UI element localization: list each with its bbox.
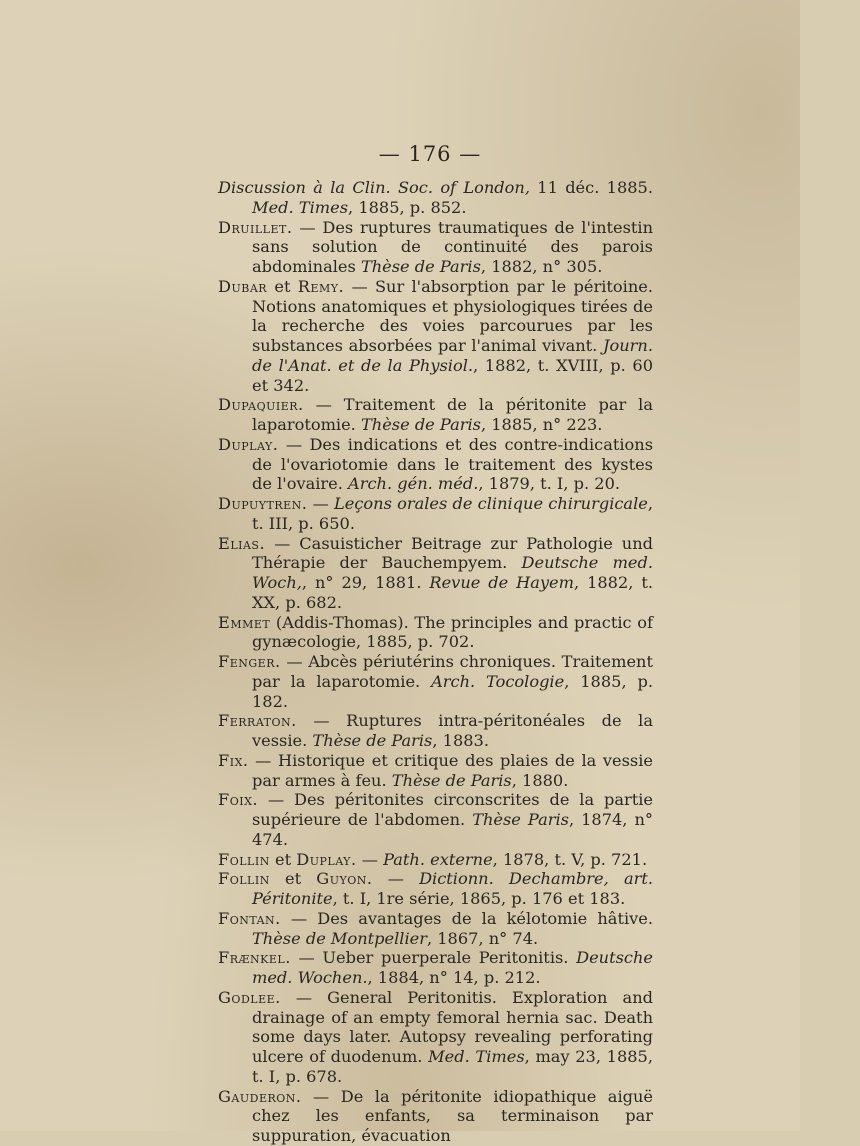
entry-text: , 1867, n° 74. xyxy=(426,928,539,948)
bibliography-entry xyxy=(218,1087,653,1146)
author-name: Duplay. xyxy=(296,849,357,869)
italic-title: Med. Times xyxy=(428,1047,525,1066)
italic-title: Thèse de Paris xyxy=(360,415,481,434)
author-name: Gauderon. xyxy=(218,1086,302,1106)
bibliography-entry xyxy=(218,751,653,791)
bibliography-entry xyxy=(218,948,653,988)
entry-text: , 1885, p. 852. xyxy=(348,197,467,217)
entry-text: , 1883. xyxy=(432,731,489,750)
author-name: Frænkel. xyxy=(218,948,291,968)
bibliography-entry xyxy=(218,277,653,396)
bibliography-entry xyxy=(218,790,653,849)
entry-text: — Des ruptures traumatiques de l'intestin sans solution de continuité des parois abdominales xyxy=(252,217,653,276)
entry-text: , 1880. xyxy=(511,770,569,790)
author-name: Fix. xyxy=(218,750,249,770)
entry-text: , t. I, 1re série, 1865, p. 176 et 183. xyxy=(332,889,626,908)
entry-text: , t. III, p. 650. xyxy=(252,494,653,533)
bibliography-entry xyxy=(218,534,653,613)
entry-text: — Abcès périutérins chroniques. Traitement par la laparotomie. xyxy=(252,652,653,691)
entry-text: (Addis-Thomas). The principles and practic of gynæcologie, 1885, p. 702. xyxy=(252,612,653,652)
bibliography-entry xyxy=(218,218,653,277)
entry-text: — Casuisticher Beitrage zur Pathologie und Thérapie der Bauchempyem. xyxy=(252,533,653,573)
italic-title: Thèse Paris xyxy=(472,810,569,829)
bibliography-entry xyxy=(218,178,653,218)
author-name: Dubar xyxy=(218,276,268,296)
entry-text: — Des indications et des contre-indications de l'ovariotomie dans le traitement des kystes de l'ovaire. xyxy=(252,434,653,494)
bibliography-list xyxy=(218,178,653,1146)
author-name: Emmet xyxy=(218,612,271,632)
entry-text: , n° 29, 1881. xyxy=(301,573,430,592)
author-name: Elias. xyxy=(218,533,266,553)
italic-title: Med. Times xyxy=(252,197,349,217)
italic-title: Arch. Tocologie xyxy=(431,671,565,691)
author-name: Follin xyxy=(218,869,270,889)
author-name: Druillet. xyxy=(218,217,293,237)
entry-text: — xyxy=(307,494,335,513)
bibliography-entry xyxy=(218,909,653,949)
entry-text: — Des avantages de la kélotomie hâtive. xyxy=(280,908,653,928)
bibliography-entry xyxy=(218,435,653,494)
entry-text: et xyxy=(269,849,297,869)
bibliography-entry xyxy=(218,395,653,435)
entry-text: — Des péritonites circonscrites de la partie supérieure de l'abdomen. xyxy=(252,790,653,829)
bibliography-entry xyxy=(218,850,653,870)
bibliography-entry xyxy=(218,652,653,711)
italic-title: Thèse de Paris xyxy=(360,257,481,276)
bibliography-entry xyxy=(218,869,653,909)
bibliography-entry xyxy=(218,711,653,751)
italic-title: Dictionn. Dechambre, art. Péritonite xyxy=(252,869,653,908)
entry-text: , may 23, 1885, t. I, p. 678. xyxy=(252,1047,653,1086)
bibliography-entry xyxy=(218,494,653,534)
entry-text: — Ueber puerperale Peritonitis. xyxy=(290,948,577,968)
italic-title: Leçons orales de clinique chirurgicale xyxy=(334,494,648,513)
entry-text: — Sur l'absorption par le péritoine. Notions anatomiques et physiologiques tirées de la recherche des voies parcourues par les substances absorbées par l'animal vivant. xyxy=(252,276,653,355)
entry-text: , 1882, n° 305. xyxy=(480,257,603,276)
entry-text: — Traitement de la péritonite par la laparotomie. xyxy=(252,395,653,434)
author-name: Godlee. xyxy=(218,987,281,1007)
italic-title: Thèse de Paris xyxy=(312,731,433,750)
author-name: Dupuytren. xyxy=(218,494,308,513)
entry-text: , 1885, p. 182. xyxy=(252,671,653,711)
author-name: Dupaquier. xyxy=(218,395,304,415)
italic-title: Thèse de Paris xyxy=(391,770,512,790)
entry-text: , 1882, t. XX, p. 682. xyxy=(252,573,653,612)
author-name: Follin xyxy=(218,849,270,869)
italic-title: Deutsche med. Woch, xyxy=(252,553,654,592)
entry-text: , 1885, n° 223. xyxy=(480,415,603,434)
entry-text: , 1878, t. V, p. 721. xyxy=(492,849,648,869)
author-name: Foix. xyxy=(218,790,259,810)
italic-title: Arch. gén. méd. xyxy=(348,474,479,494)
entry-text: , 1882, t. XVIII, p. 60 et 342. xyxy=(252,355,653,395)
bibliography-entry xyxy=(218,613,653,653)
entry-text: — Historique et critique des plaies de la vessie par armes à feu. xyxy=(248,750,653,790)
author-name: Duplay. xyxy=(218,434,279,454)
entry-text: , 1884, n° 14, p. 212. xyxy=(367,968,541,987)
entry-text: — General Peritonitis. Exploration and drainage of an empty femoral hernia sac. Death some days later. Autopsy revealing perforating ulcere of duodenum. xyxy=(252,987,653,1066)
italic-title: Path. externe xyxy=(383,849,493,869)
author-name: Remy. xyxy=(297,276,345,296)
entry-text: — De la péritonite idiopathique aiguë chez les enfants, sa terminaison par suppuration, évacuation xyxy=(252,1086,653,1145)
entry-text: , 1874, n° 474. xyxy=(252,810,653,849)
author-name: Ferraton. xyxy=(218,711,297,731)
entry-text: et xyxy=(269,869,317,889)
page-number: — 176 — xyxy=(378,142,482,166)
bibliography-entry xyxy=(218,988,653,1087)
italic-title: Thèse de Montpellier xyxy=(252,928,427,948)
author-name: Fontan. xyxy=(218,908,281,928)
entry-text: , 1879, t. I, p. 20. xyxy=(478,474,621,494)
entry-text: — xyxy=(356,849,384,869)
entry-text: — xyxy=(372,869,420,889)
author-name: Guyon. xyxy=(316,869,373,889)
italic-title: Revue de Hayem xyxy=(429,573,574,592)
italic-title: Discussion à la Clin. Soc. of London, xyxy=(218,178,538,197)
entry-text: et xyxy=(267,276,298,296)
entry-text: — Ruptures intra-péritonéales de la vessie. xyxy=(252,711,653,750)
italic-title: Deutsche med. Wochen. xyxy=(252,948,653,987)
author-name: Fenger. xyxy=(218,652,281,671)
italic-title: Journ. de l'Anat. et de la Physiol. xyxy=(252,336,653,375)
entry-text: 11 déc. 1885. xyxy=(537,178,653,197)
